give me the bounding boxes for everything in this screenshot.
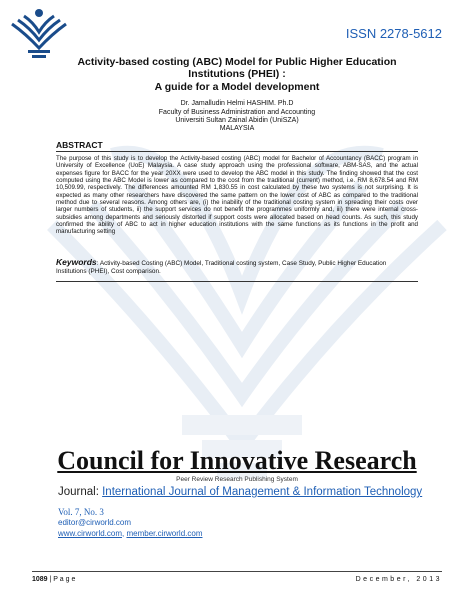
page-word: P a g e	[53, 576, 76, 583]
website-links	[58, 529, 202, 538]
author-country: MALAYSIA	[219, 125, 255, 132]
keywords-text: : Activity-based Costing (ABC) Model, Traditional costing system, Case Study, Public Higher Education Institutions (PHEI), Cost comparison.	[56, 260, 387, 275]
editor-email-link[interactable]: editor@cirworld.com	[58, 518, 132, 527]
page-separator: |	[47, 576, 54, 583]
journal-label: Journal:	[58, 486, 103, 498]
abstract-heading: ABSTRACT	[56, 140, 103, 150]
journal-link[interactable]: International Journal of Management & Information Technology	[102, 486, 423, 498]
volume-issue: Vol. 7, No. 3	[58, 507, 104, 517]
page-number-value: 1089	[32, 576, 48, 583]
keywords-block	[56, 259, 418, 275]
paper-subtitle: A guide for a Model development	[154, 81, 320, 93]
keywords-label: Keywords	[56, 257, 97, 267]
issn-label: ISSN 2278-5612	[345, 26, 442, 41]
website-link[interactable]: www.cirworld.com	[58, 529, 123, 538]
abstract-top-rule	[56, 151, 418, 152]
publication-date: December, 2013	[355, 576, 442, 583]
author-faculty: Faculty of Business Administration and Accounting	[158, 109, 316, 116]
journal-line	[58, 486, 422, 498]
abstract-bottom-rule	[56, 281, 418, 282]
publisher-name: Council for Innovative Research	[57, 446, 417, 475]
paper-title-line-1: Activity-based costing (ABC) Model for Public Higher Education	[77, 56, 397, 68]
member-site-link[interactable]: member.cirworld.com	[126, 529, 203, 538]
page-number	[32, 576, 75, 583]
open-book-logo-icon	[6, 4, 72, 62]
author-name: Dr. Jamalludin Helmi HASHIM. Ph.D	[180, 100, 294, 107]
footer-rule	[32, 571, 442, 572]
paper-title-line-2: Institutions (PHEI) :	[188, 68, 286, 80]
website-separator: ,	[122, 529, 127, 538]
abstract-body: The purpose of this study is to develop the Activity-based costing (ABC) model for Bachelor of Accountancy (BACC) program in University of Excellence (UoE) Malaysia. A case study approach using the professional software, ABM-SAS, and the actual expenses figure for BACC for the year 20XX were used to develop the ABC model in this study. The finding showed that the cost computed using the ABC Model is lower as compared to the cost from the traditional (current) method, i.e. RM 8,678.54 and RM 10,509.99, respectively. The differences amounted RM 1,830.55 in cost calculated by these two systems is not surprising. It is expected as many other researchers have discovered the same pattern on the lower cost of ABC as compared to the traditional method due to several reasons. Among others are, (i) the inability of the traditional costing system in spreading their costs over larger numbers of students, ii) the support services do not benefit the programmes uniformly and, iii) there were internal cross-subsidies among departments and seriously distorted if support costs were allocated based on head counts. As such, this study confirmed the ability of ABC to act in higher education institutions with the same functions as its functions in the profit and manufacturing setting	[56, 155, 418, 236]
publisher-tagline: Peer Review Research Publishing System	[176, 476, 298, 483]
author-university: Universiti Sultan Zainal Abidin (UniSZA)	[175, 117, 299, 124]
